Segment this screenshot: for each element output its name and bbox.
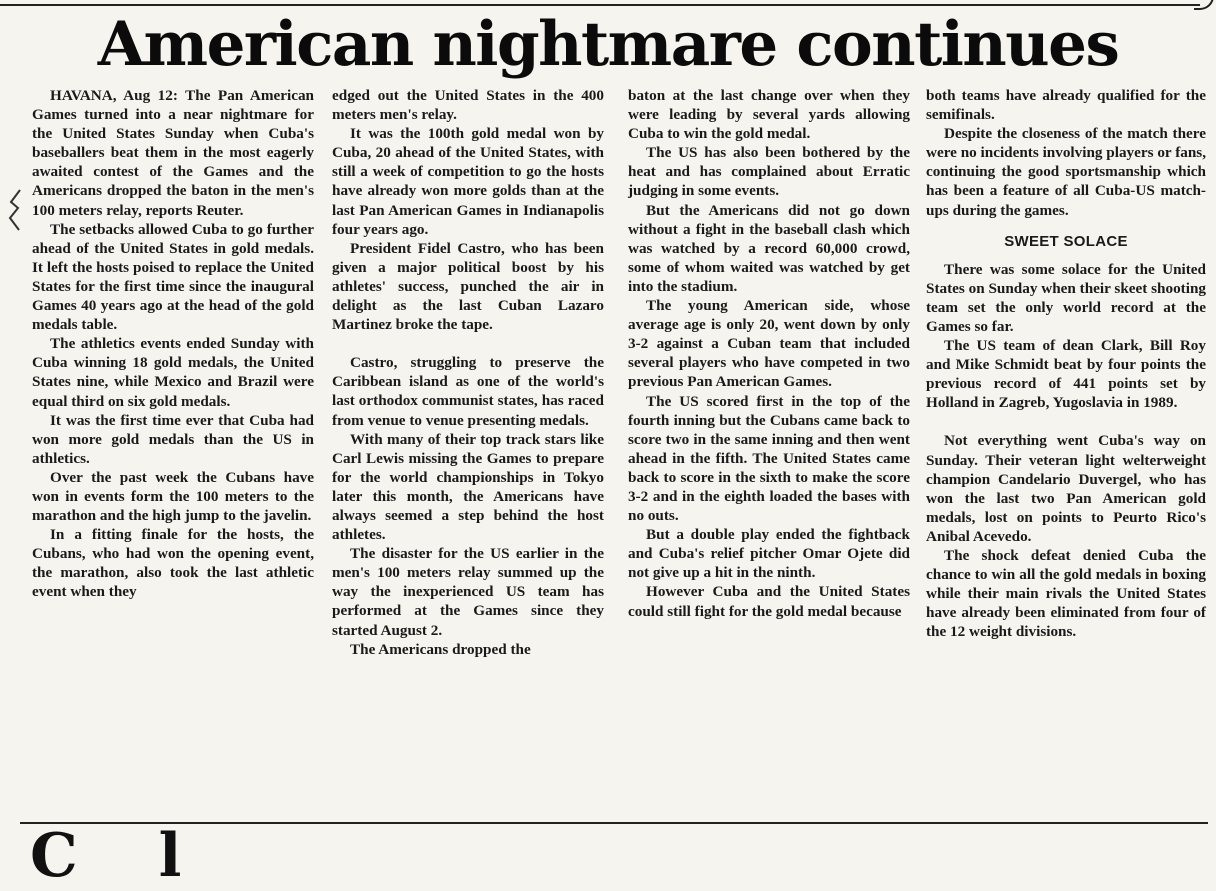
paragraph: The athletics events ended Sunday with Cuba winning 18 gold medals, the United States nine, while Mexico and Brazil were equal third on six gold medals. (32, 335, 314, 410)
paragraph-continued: edged out the United States in the 400 meters men's relay. (332, 87, 604, 124)
paragraph: The US scored first in the top of the fourth inning but the Cubans came back to score two in the same inning and then went ahead in the fifth. The United States came back to score in the sixth to make the score 3-2 and in the eighth loaded the bases with no outs. (628, 392, 910, 525)
paragraph-continued: both teams have already qualified for the semifinals. (926, 87, 1206, 124)
column-3 (628, 86, 910, 821)
bottom-rule (0, 821, 1216, 891)
next-headline-fragment: C l (30, 821, 212, 891)
paragraph: The US team of dean Clark, Bill Roy and Mike Schmidt beat by four points the previous record of 441 points set by Holland in Zagreb, Yugoslavia in 1989. (926, 337, 1206, 412)
paragraph-continued: baton at the last change over when they were leading by several yards allowing Cuba to win the gold medal. (628, 87, 910, 143)
column-1 (32, 86, 314, 821)
article-headline: American nightmare continues (97, 9, 1119, 80)
paragraph: There was some solace for the United States on Sunday when their skeet shooting team set the only world record at the Games so far. (926, 260, 1206, 335)
paragraph: The setbacks allowed Cuba to go further ahead of the United States in gold medals. It left the hosts poised to replace the United States for the first time since the inaugural Games 40 years ago at the head of the gold medals table. (32, 220, 314, 334)
paragraph: It was the first time ever that Cuba had won more gold medals than the US in athletics. (32, 411, 314, 467)
paragraph: Not everything went Cuba's way on Sunday. Their veteran light welterweight champion Candelario Duvergel, who has won the last two Pan American gold medals, lost on points to Peurto Rico's Anibal Acevedo. (926, 432, 1206, 545)
paragraph: It was the 100th gold medal won by Cuba, 20 ahead of the United States, with still a week of competition to go the hosts have already won more golds than at the last Pan American Games in Indianapolis four years ago. (332, 125, 604, 238)
paragraph-lead (32, 86, 314, 220)
paragraph: The Americans dropped the (350, 640, 531, 658)
paragraph: But the Americans did not go down without a fight in the baseball clash which was watched by a record 60,000 crowd, some of whom waited was watched by get into the stadium. (628, 201, 910, 295)
paragraph: Over the past week the Cubans have won in events form the 100 meters to the marathon and the high jump to the javelin. (32, 468, 314, 525)
paragraph: The shock defeat denied Cuba the chance to win all the gold medals in boxing while their main rivals the United States have already been eliminated from four of the 12 weight divisions. (926, 546, 1206, 641)
column-4 (926, 86, 1206, 821)
paragraph: The young American side, whose average age is only 20, went down by only 3-2 against a Cuban team that included several players who have competed in two previous Pan American Games. (628, 297, 910, 391)
article-body (20, 86, 1205, 821)
paragraph: Despite the closeness of the match there were no incidents involving players or fans, continuing the good sportsmanship which has been a feature of all Cuba-US match-ups during the games. (926, 125, 1207, 219)
paragraph: However Cuba and the United States could still fight for the gold medal because (628, 583, 910, 620)
paragraph: But a double play ended the fightback and Cuba's relief pitcher Omar Ojete did not give up a hit in the ninth. (628, 526, 910, 582)
paragraph: With many of their top track stars like Carl Lewis missing the Games to prepare for the world championships in Tokyo later this month, the Americans have always seemed a step behind the host athletes. (332, 430, 604, 544)
paragraph: In a fitting finale for the hosts, the Cubans, who had won the opening event, the marathon, also took the last athletic event when they (32, 526, 314, 601)
subhead-sweet-solace: SWEET SOLACE (1004, 232, 1128, 250)
paragraph: The disaster for the US earlier in the men's 100 meters relay summed up the way the inexperienced US team has performed at the Games since they started August 2. (332, 545, 604, 639)
dateline: HAVANA, Aug 12: (50, 87, 178, 104)
paragraph: The US has also been bothered by the heat and has complained about Erratic judging in some events. (628, 144, 910, 200)
paragraph: Castro, struggling to preserve the Caribbean island as one of the world's last orthodox communist states, has raced from venue to venue presenting medals. (332, 354, 604, 429)
lead-text: The Pan American Games turned into a near nightmare for the United States Sunday when Cuba's baseballers beat them in the most eagerly awaited contest of the Games and the Americans dropped the baton in the men's 100 meters relay, reports Reuter. (32, 87, 314, 219)
paragraph: President Fidel Castro, who has been given a major political boost by his athletes' success, punched the air in delight as the last Cuban Lazaro Martinez broke the tape. (332, 239, 604, 334)
column-2 (332, 86, 604, 821)
